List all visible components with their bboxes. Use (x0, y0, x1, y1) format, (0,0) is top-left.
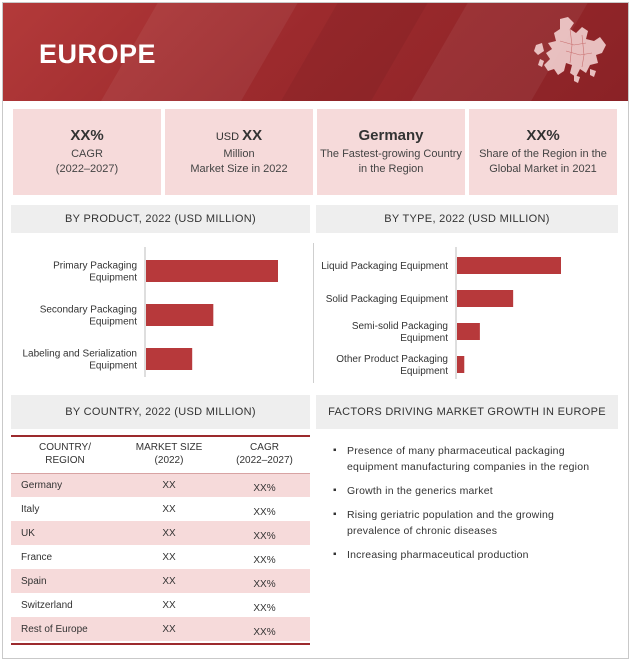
category-label-line: Equipment (89, 360, 137, 372)
market-size-cell: XX (119, 521, 219, 545)
category-label (352, 321, 448, 344)
country-cell: France (21, 551, 53, 563)
bar-1 (457, 290, 513, 307)
cagr-cell: XX% (253, 506, 276, 518)
market-size-cell: XX (119, 617, 219, 641)
category-label-line: Labeling and Serialization (22, 348, 137, 360)
cagr-cell: XX% (219, 617, 310, 641)
category-label (22, 349, 137, 372)
market-size-cell: XX (162, 599, 176, 611)
table-row (11, 545, 310, 569)
category-label-line: Solid Packaging Equipment (325, 294, 448, 305)
country-cell: Rest of Europe (11, 617, 119, 641)
stat-card-cagr (13, 109, 161, 195)
column-header-country: COUNTRY/ REGION (11, 435, 119, 473)
by-type-header: BY TYPE, 2022 (USD MILLION) (316, 205, 618, 233)
category-label-line: Liquid Packaging Equipment (321, 261, 448, 272)
category-label (53, 261, 137, 284)
country-cell: Spain (11, 569, 119, 593)
table-row (11, 473, 310, 497)
bar-0 (457, 257, 561, 274)
stat-card-market-size (165, 109, 313, 195)
category-label-line: Semi-solid Packaging (351, 321, 448, 332)
category-label-line: Other Product Packaging (336, 354, 448, 365)
infographic-frame (2, 2, 629, 659)
stat-label: The Fastest-growing Country (320, 148, 462, 160)
stat-card-region-share (469, 109, 617, 195)
growth-factors-list (333, 443, 615, 571)
market-size-cell: XX (162, 551, 176, 563)
stat-label: in the Region (358, 163, 424, 175)
bar-1 (146, 304, 213, 326)
cagr-cell: XX% (253, 554, 276, 566)
category-label (326, 294, 449, 305)
europe-map-icon (530, 15, 608, 87)
country-cell: Italy (21, 503, 40, 515)
stat-value: XX% (70, 127, 104, 144)
country-cell: UK (11, 521, 119, 545)
category-label-line: Primary Packaging (53, 260, 137, 272)
category-label (321, 261, 448, 272)
category-label-line: Equipment (400, 333, 448, 344)
by-type-bar-chart (316, 243, 618, 383)
country-cell: Switzerland (21, 599, 73, 611)
by-product-bar-chart (11, 243, 310, 383)
stat-label: Global Market in 2021 (489, 163, 597, 175)
list-item: ▪ Rising geriatric population and the growing prevalence of chronic diseases (333, 507, 615, 539)
stat-value: USD XX (215, 127, 263, 144)
country-cell: Germany (11, 473, 119, 497)
cagr-cell: XX% (253, 602, 276, 614)
list-item: ▪ Growth in the generics market (333, 483, 615, 499)
bar-3 (457, 356, 464, 373)
list-item: ▪ Presence of many pharmaceutical packaging equipment manufacturing companies in the region (333, 443, 615, 475)
category-label (336, 354, 448, 377)
stat-label: Share of the Region in the (479, 148, 607, 160)
stat-label: (2022–2027) (55, 163, 119, 175)
stat-card-fastest-country (317, 109, 465, 195)
column-header-cagr: CAGR (2022–2027) (219, 435, 310, 473)
category-label-line: Equipment (400, 366, 448, 377)
bar-0 (146, 260, 278, 282)
table-row (11, 617, 310, 641)
cagr-cell: XX% (219, 473, 310, 497)
region-banner (3, 3, 628, 101)
category-label-line: Equipment (89, 316, 137, 328)
table-row (11, 569, 310, 593)
bar-2 (146, 348, 192, 370)
table-header-row (11, 435, 310, 473)
category-label-line: Secondary Packaging (39, 304, 137, 316)
chart-divider (313, 243, 314, 383)
market-size-cell: XX (119, 473, 219, 497)
stat-label: Million (223, 148, 255, 160)
category-label-line: Equipment (89, 272, 137, 284)
list-item: ▪ Increasing pharmaceutical production (333, 547, 615, 563)
table-row (11, 593, 310, 617)
factors-header: FACTORS DRIVING MARKET GROWTH IN EUROPE (316, 395, 618, 429)
stat-label: Market Size in 2022 (190, 163, 288, 175)
bar-2 (457, 323, 480, 340)
stat-value: XX% (526, 127, 560, 144)
by-product-header: BY PRODUCT, 2022 (USD MILLION) (11, 205, 310, 233)
market-size-cell: XX (162, 503, 176, 515)
table-row (11, 497, 310, 521)
cagr-cell: XX% (219, 521, 310, 545)
category-label (40, 305, 138, 328)
stat-value: Germany (358, 127, 424, 144)
region-title: EUROPE (39, 39, 157, 69)
table-row (11, 521, 310, 545)
market-size-cell: XX (119, 569, 219, 593)
country-table (11, 435, 310, 641)
stat-label: CAGR (71, 148, 103, 160)
column-header-market-size: MARKET SIZE (2022) (119, 435, 219, 473)
by-country-header: BY COUNTRY, 2022 (USD MILLION) (11, 395, 310, 429)
cagr-cell: XX% (219, 569, 310, 593)
